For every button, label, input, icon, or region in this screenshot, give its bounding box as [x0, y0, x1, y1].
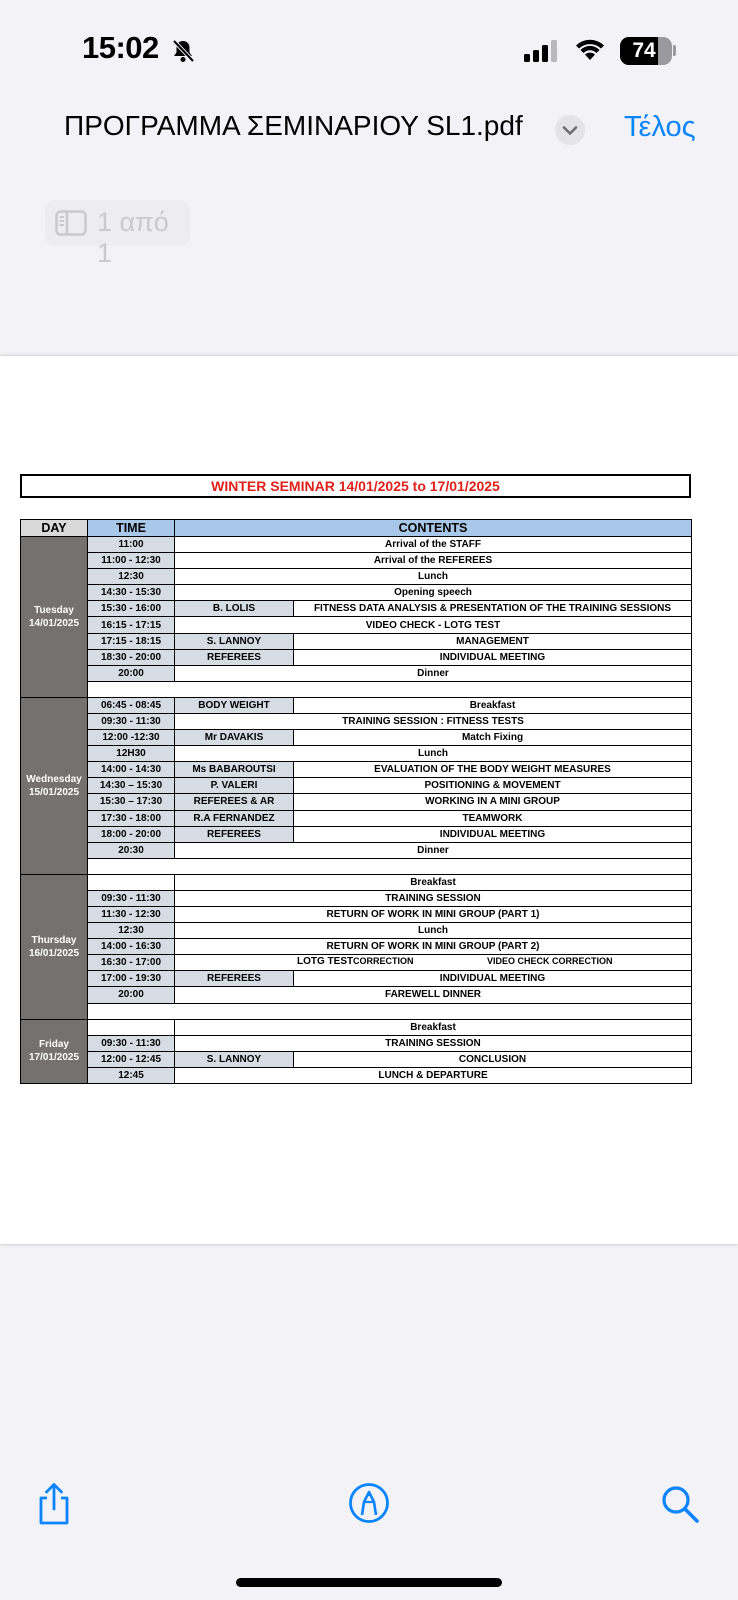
markup-icon[interactable]: [348, 1482, 390, 1524]
day-name: Thursday: [31, 934, 77, 946]
day-name: Tuesday: [34, 604, 74, 616]
content-cell: INDIVIDUAL MEETING: [294, 971, 692, 987]
table-row: [21, 537, 692, 553]
content-cell: Breakfast: [294, 697, 692, 713]
time-cell: 16:15 - 17:15: [88, 617, 175, 633]
document-title[interactable]: ΠΡΟΓΡΑΜΜΑ ΣΕΜΙΝΑΡΙΟΥ SL1.pdf: [64, 110, 523, 141]
table-row: [21, 569, 692, 585]
cellular-signal-icon: [524, 40, 560, 62]
time-cell: 11:00 - 12:30: [88, 553, 175, 569]
time-cell: 12:30: [88, 923, 175, 939]
speaker-cell: REFEREES: [175, 971, 294, 987]
speaker-cell: REFEREES: [175, 649, 294, 665]
spacer-row: [21, 858, 692, 874]
table-row: [21, 1067, 692, 1083]
content-cell: Opening speech: [175, 585, 692, 601]
header-row: [21, 520, 692, 537]
content-cell: Lunch: [175, 746, 692, 762]
lotg-test-label: LOTG TEST: [297, 956, 354, 968]
page-indicator-label: 1 από 1: [97, 207, 169, 268]
table-row: [21, 794, 692, 810]
time-cell: 12:00 -12:30: [88, 730, 175, 746]
content-cell: FAREWELL DINNER: [175, 987, 692, 1003]
spacer-row: [21, 681, 692, 697]
correction-label: CORRECTION: [353, 956, 414, 967]
content-cell: Arrival of the REFEREES: [175, 553, 692, 569]
time-cell: [88, 1019, 175, 1035]
content-cell: CONCLUSION: [294, 1051, 692, 1067]
banner-title: WINTER SEMINAR 14/01/2025 to 17/01/2025: [211, 478, 500, 494]
day-cell-tuesday: [21, 537, 88, 698]
content-cell: INDIVIDUAL MEETING: [294, 826, 692, 842]
page-indicator[interactable]: [45, 200, 190, 268]
speaker-cell: B. LOLIS: [175, 601, 294, 617]
day-name: Friday: [38, 1039, 69, 1051]
time-cell: 14:30 - 15:30: [88, 585, 175, 601]
status-bar: [0, 0, 738, 100]
done-button[interactable]: Τέλος: [624, 111, 696, 143]
content-cell: [175, 955, 692, 971]
wifi-icon: [574, 36, 606, 62]
table-row: [21, 971, 692, 987]
table-row: [21, 874, 692, 890]
table-row: [21, 1035, 692, 1051]
table-row: [21, 762, 692, 778]
content-cell: POSITIONING & MOVEMENT: [294, 778, 692, 794]
content-cell: Breakfast: [175, 1019, 692, 1035]
share-icon[interactable]: [34, 1482, 74, 1526]
table-row: [21, 923, 692, 939]
speaker-cell: Mr DAVAKIS: [175, 730, 294, 746]
battery-tip: [673, 45, 676, 56]
time-cell: 12:00 - 12:45: [88, 1051, 175, 1067]
time-cell: 12:30: [88, 569, 175, 585]
video-check-correction-label: VIDEO CHECK CORRECTION: [487, 956, 613, 967]
speaker-cell: S. LANNOY: [175, 633, 294, 649]
spacer-row: [21, 1003, 692, 1019]
content-cell: TEAMWORK: [294, 810, 692, 826]
speaker-cell: Ms BABAROUTSI: [175, 762, 294, 778]
time-cell: 16:30 - 17:00: [88, 955, 175, 971]
speaker-cell: S. LANNOY: [175, 1051, 294, 1067]
time-cell: 17:30 - 18:00: [88, 810, 175, 826]
table-row: [21, 730, 692, 746]
spacer-cell: [88, 858, 692, 874]
day-date: 14/01/2025: [28, 617, 80, 629]
content-cell: Lunch: [175, 569, 692, 585]
content-cell: TRAINING SESSION : FITNESS TESTS: [175, 713, 692, 729]
speaker-cell: P. VALERI: [175, 778, 294, 794]
time-cell: 14:00 - 14:30: [88, 762, 175, 778]
table-row: [21, 890, 692, 906]
speaker-cell: REFEREES: [175, 826, 294, 842]
content-cell: LUNCH & DEPARTURE: [175, 1067, 692, 1083]
table-row: [21, 553, 692, 569]
time-cell: 17:00 - 19:30: [88, 971, 175, 987]
time-cell: 15:30 - 16:00: [88, 601, 175, 617]
spacer-cell: [88, 681, 692, 697]
day-cell-thursday: [21, 874, 88, 1019]
search-icon[interactable]: [660, 1484, 700, 1524]
content-cell: Breakfast: [175, 874, 692, 890]
seminar-banner: [20, 474, 691, 498]
content-cell: RETURN OF WORK IN MINI GROUP (PART 2): [175, 939, 692, 955]
table-row: [21, 955, 692, 971]
time-cell: 09:30 - 11:30: [88, 713, 175, 729]
table-row: [21, 585, 692, 601]
content-cell: FITNESS DATA ANALYSIS & PRESENTATION OF THE TRAINING SESSIONS: [294, 601, 692, 617]
table-row: [21, 697, 692, 713]
content-cell: VIDEO CHECK - LOTG TEST: [175, 617, 692, 633]
table-row: [21, 842, 692, 858]
time-cell: 09:30 - 11:30: [88, 1035, 175, 1051]
content-cell: Dinner: [175, 665, 692, 681]
time-cell: [88, 874, 175, 890]
day-date: 15/01/2025: [28, 786, 80, 798]
day-cell-wednesday: [21, 697, 88, 874]
content-cell: Dinner: [175, 842, 692, 858]
table-row: [21, 633, 692, 649]
speaker-cell: R.A FERNANDEZ: [175, 810, 294, 826]
content-cell: INDIVIDUAL MEETING: [294, 649, 692, 665]
battery-level: 74: [632, 39, 656, 62]
table-row: [21, 601, 692, 617]
bell-slash-icon: [170, 38, 196, 64]
table-row: [21, 939, 692, 955]
content-cell: MANAGEMENT: [294, 633, 692, 649]
battery-indicator: [620, 37, 672, 65]
status-time: 15:02: [82, 30, 159, 65]
sidebar-icon: [55, 210, 87, 236]
table-row: [21, 649, 692, 665]
day-name: Wednesday: [26, 773, 82, 785]
time-cell: 06:45 - 08:45: [88, 697, 175, 713]
table-row: [21, 810, 692, 826]
time-cell: 11:00: [88, 537, 175, 553]
table-row: [21, 987, 692, 1003]
content-cell: TRAINING SESSION: [175, 1035, 692, 1051]
time-cell: 09:30 - 11:30: [88, 890, 175, 906]
time-cell: 18:00 - 20:00: [88, 826, 175, 842]
table-row: [21, 826, 692, 842]
time-cell: 20:00: [88, 665, 175, 681]
home-indicator[interactable]: [236, 1578, 502, 1587]
table-row: [21, 778, 692, 794]
time-cell: 14:30 – 15:30: [88, 778, 175, 794]
time-cell: 18:30 - 20:00: [88, 649, 175, 665]
speaker-cell: BODY WEIGHT: [175, 697, 294, 713]
table-row: [21, 713, 692, 729]
content-cell: Lunch: [175, 923, 692, 939]
time-cell: 20:00: [88, 987, 175, 1003]
day-date: 16/01/2025: [28, 947, 80, 959]
time-cell: 17:15 - 18:15: [88, 633, 175, 649]
day-date: 17/01/2025: [28, 1052, 80, 1064]
header-contents: CONTENTS: [175, 520, 692, 537]
content-cell: EVALUATION OF THE BODY WEIGHT MEASURES: [294, 762, 692, 778]
content-cell: TRAINING SESSION: [175, 890, 692, 906]
time-cell: 14:00 - 16:30: [88, 939, 175, 955]
chevron-down-icon[interactable]: [555, 115, 585, 145]
table-row: [21, 617, 692, 633]
schedule-table: [20, 519, 692, 1084]
speaker-cell: REFEREES & AR: [175, 794, 294, 810]
time-cell: 20:30: [88, 842, 175, 858]
spacer-cell: [88, 1003, 692, 1019]
table-row: [21, 746, 692, 762]
time-cell: 12:45: [88, 1067, 175, 1083]
table-row: [21, 1051, 692, 1067]
content-cell: WORKING IN A MINI GROUP: [294, 794, 692, 810]
header-day: DAY: [21, 520, 88, 537]
header-time: TIME: [88, 520, 175, 537]
time-cell: 15:30 – 17:30: [88, 794, 175, 810]
pdf-page[interactable]: [0, 356, 738, 1244]
content-cell: Match Fixing: [294, 730, 692, 746]
content-cell: RETURN OF WORK IN MINI GROUP (PART 1): [175, 906, 692, 922]
time-cell: 12H30: [88, 746, 175, 762]
content-cell: Arrival of the STAFF: [175, 537, 692, 553]
table-row: [21, 1019, 692, 1035]
table-row: [21, 906, 692, 922]
table-row: [21, 665, 692, 681]
time-cell: 11:30 - 12:30: [88, 906, 175, 922]
day-cell-friday: [21, 1019, 88, 1083]
